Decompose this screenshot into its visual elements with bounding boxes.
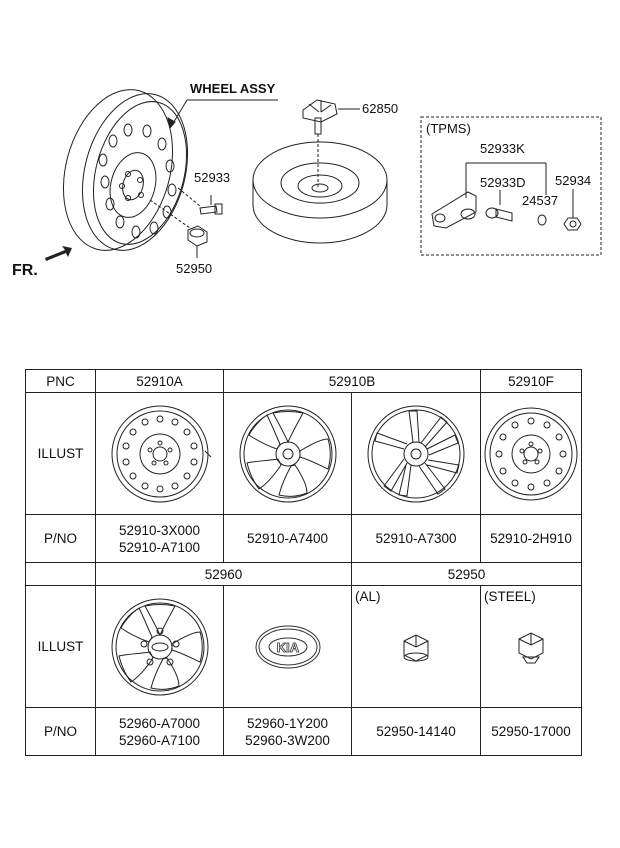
part-number: 52960-3W200 (245, 732, 330, 748)
front-label: FR. (12, 262, 38, 279)
callout-52933d: 52933D (480, 175, 526, 190)
callout-52933: 52933 (194, 170, 231, 185)
callout-52934: 52934 (555, 173, 592, 188)
lug-nut-icon (511, 627, 551, 667)
pno-cell (352, 515, 481, 563)
table-row (26, 393, 582, 515)
part-number: 52960-A7100 (118, 732, 201, 748)
tpms-label: (TPMS) (426, 121, 471, 136)
illust-52910-a7400 (224, 393, 352, 515)
part-number: 52950-14140 (376, 724, 456, 739)
part-number: 52960-1Y200 (246, 715, 329, 731)
pnc-52960: 52960 (96, 563, 352, 586)
illust-label: ILLUST (26, 586, 96, 708)
part-number: 52910-2H910 (490, 531, 572, 546)
pnc-52950: 52950 (352, 563, 582, 586)
callout-62850: 62850 (362, 101, 399, 116)
pno-cell (352, 708, 481, 756)
parts-table (25, 369, 582, 756)
kia-hub-cap-icon (253, 622, 323, 672)
pno-cell (481, 708, 582, 756)
pno-cell (481, 515, 582, 563)
tpms-valve-drawing (486, 208, 512, 221)
exploded-diagram (0, 0, 620, 360)
wheel-cover-icon (105, 592, 215, 702)
illust-wheel-cover (96, 586, 224, 708)
tpms-sensor-drawing (432, 192, 476, 228)
pno-label: P/NO (26, 708, 96, 756)
illust-52910a (96, 393, 224, 515)
table-row (26, 708, 582, 756)
pno-cell (96, 515, 224, 563)
pno-cell (96, 708, 224, 756)
steel-wheel-icon (105, 399, 215, 509)
part-number: 52950-17000 (491, 724, 571, 739)
illust-lug-nut-al (352, 586, 481, 708)
steel-wheel-drawing (47, 77, 204, 262)
part-number: 52910-3X000 (118, 522, 201, 538)
lug-nut-icon (396, 627, 436, 667)
illust-hub-cap (224, 586, 352, 708)
table-row (26, 370, 582, 393)
pnc-52910a: 52910A (96, 370, 224, 393)
wheel-assy-label: WHEEL ASSY (190, 81, 276, 96)
callout-52950: 52950 (176, 261, 213, 276)
tpms-nut-drawing (564, 218, 581, 230)
callout-52933k: 52933K (480, 141, 525, 156)
kia-logo-text: KIA (276, 639, 299, 655)
part-number: 52910-A7300 (375, 531, 457, 546)
steel-label: (STEEL) (484, 589, 536, 604)
front-arrow-icon (45, 246, 72, 261)
lug-nut-drawing (188, 226, 207, 246)
alloy-wheel-icon (361, 399, 471, 509)
illust-52910-a7300 (352, 393, 481, 515)
callout-24537: 24537 (522, 193, 559, 208)
pnc-52910f: 52910F (481, 370, 582, 393)
illust-lug-nut-steel (481, 586, 582, 708)
part-number: 52910-A7100 (118, 539, 201, 555)
pno-label: P/NO (26, 515, 96, 563)
table-row (26, 586, 582, 708)
illust-label: ILLUST (26, 393, 96, 515)
pnc-header: PNC (26, 370, 96, 393)
blank-cell (26, 563, 96, 586)
table-row (26, 563, 582, 586)
valve-drawing (200, 204, 222, 214)
pnc-52910b: 52910B (224, 370, 481, 393)
part-number: 52910-A7400 (246, 531, 329, 546)
pno-cell (224, 515, 352, 563)
illust-52910f (481, 393, 582, 515)
pno-cell (224, 708, 352, 756)
tire-clamp-drawing (303, 100, 337, 134)
alloy-wheel-icon (233, 399, 343, 509)
al-label: (AL) (355, 589, 381, 604)
steel-wheel-icon (481, 399, 581, 509)
spare-tire-drawing (253, 142, 387, 243)
valve-core-drawing (538, 215, 546, 225)
part-number: 52960-A7000 (118, 715, 201, 731)
table-row (26, 515, 582, 563)
